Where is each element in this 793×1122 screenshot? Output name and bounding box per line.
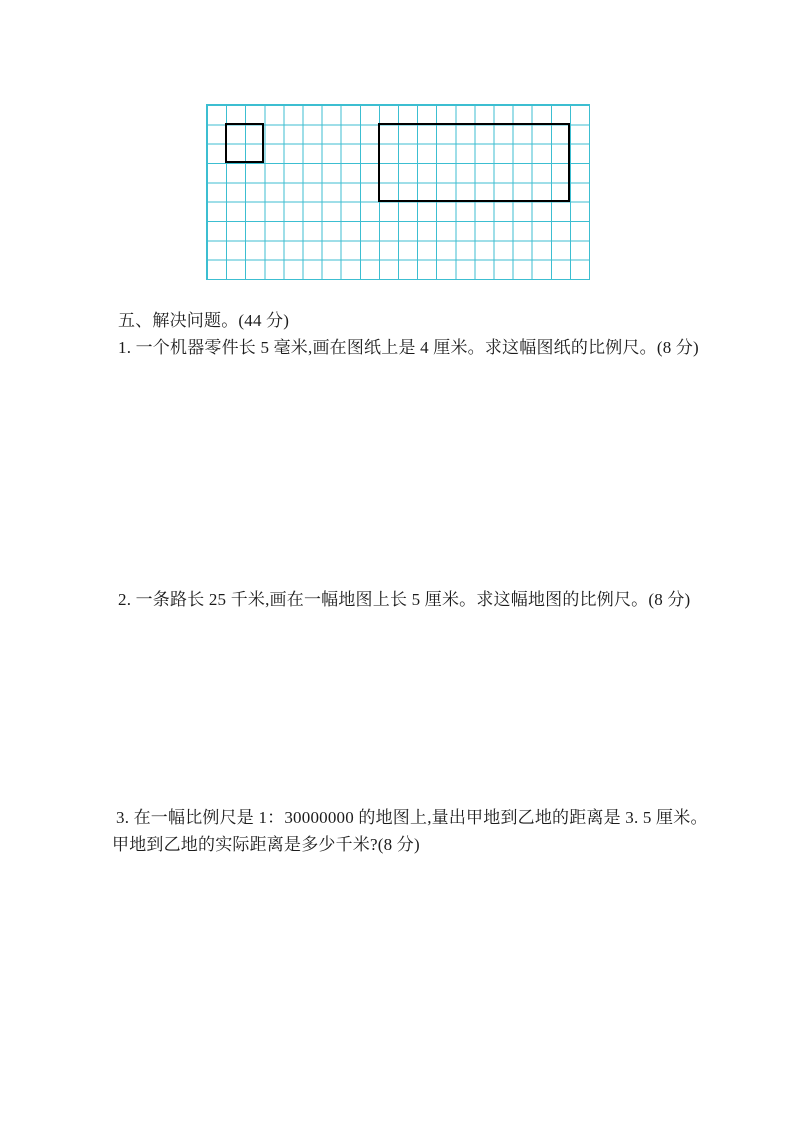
problem-3-text-line-1: 3. 在一幅比例尺是 1：30000000 的地图上,量出甲地到乙地的距离是 3. 5 厘米。 <box>116 808 708 827</box>
problem-1-text: 1. 一个机器零件长 5 毫米,画在图纸上是 4 厘米。求这幅图纸的比例尺。(8 分) <box>118 338 699 357</box>
problem-2-text: 2. 一条路长 25 千米,画在一幅地图上长 5 厘米。求这幅地图的比例尺。(8 分) <box>118 590 691 609</box>
small-square <box>225 123 264 163</box>
section-heading: 五、解决问题。(44 分) <box>118 311 290 330</box>
large-rectangle <box>378 123 570 201</box>
problem-3-text-line-2: 甲地到乙地的实际距离是多少千米?(8 分) <box>112 835 420 854</box>
grid-figure <box>206 104 590 280</box>
